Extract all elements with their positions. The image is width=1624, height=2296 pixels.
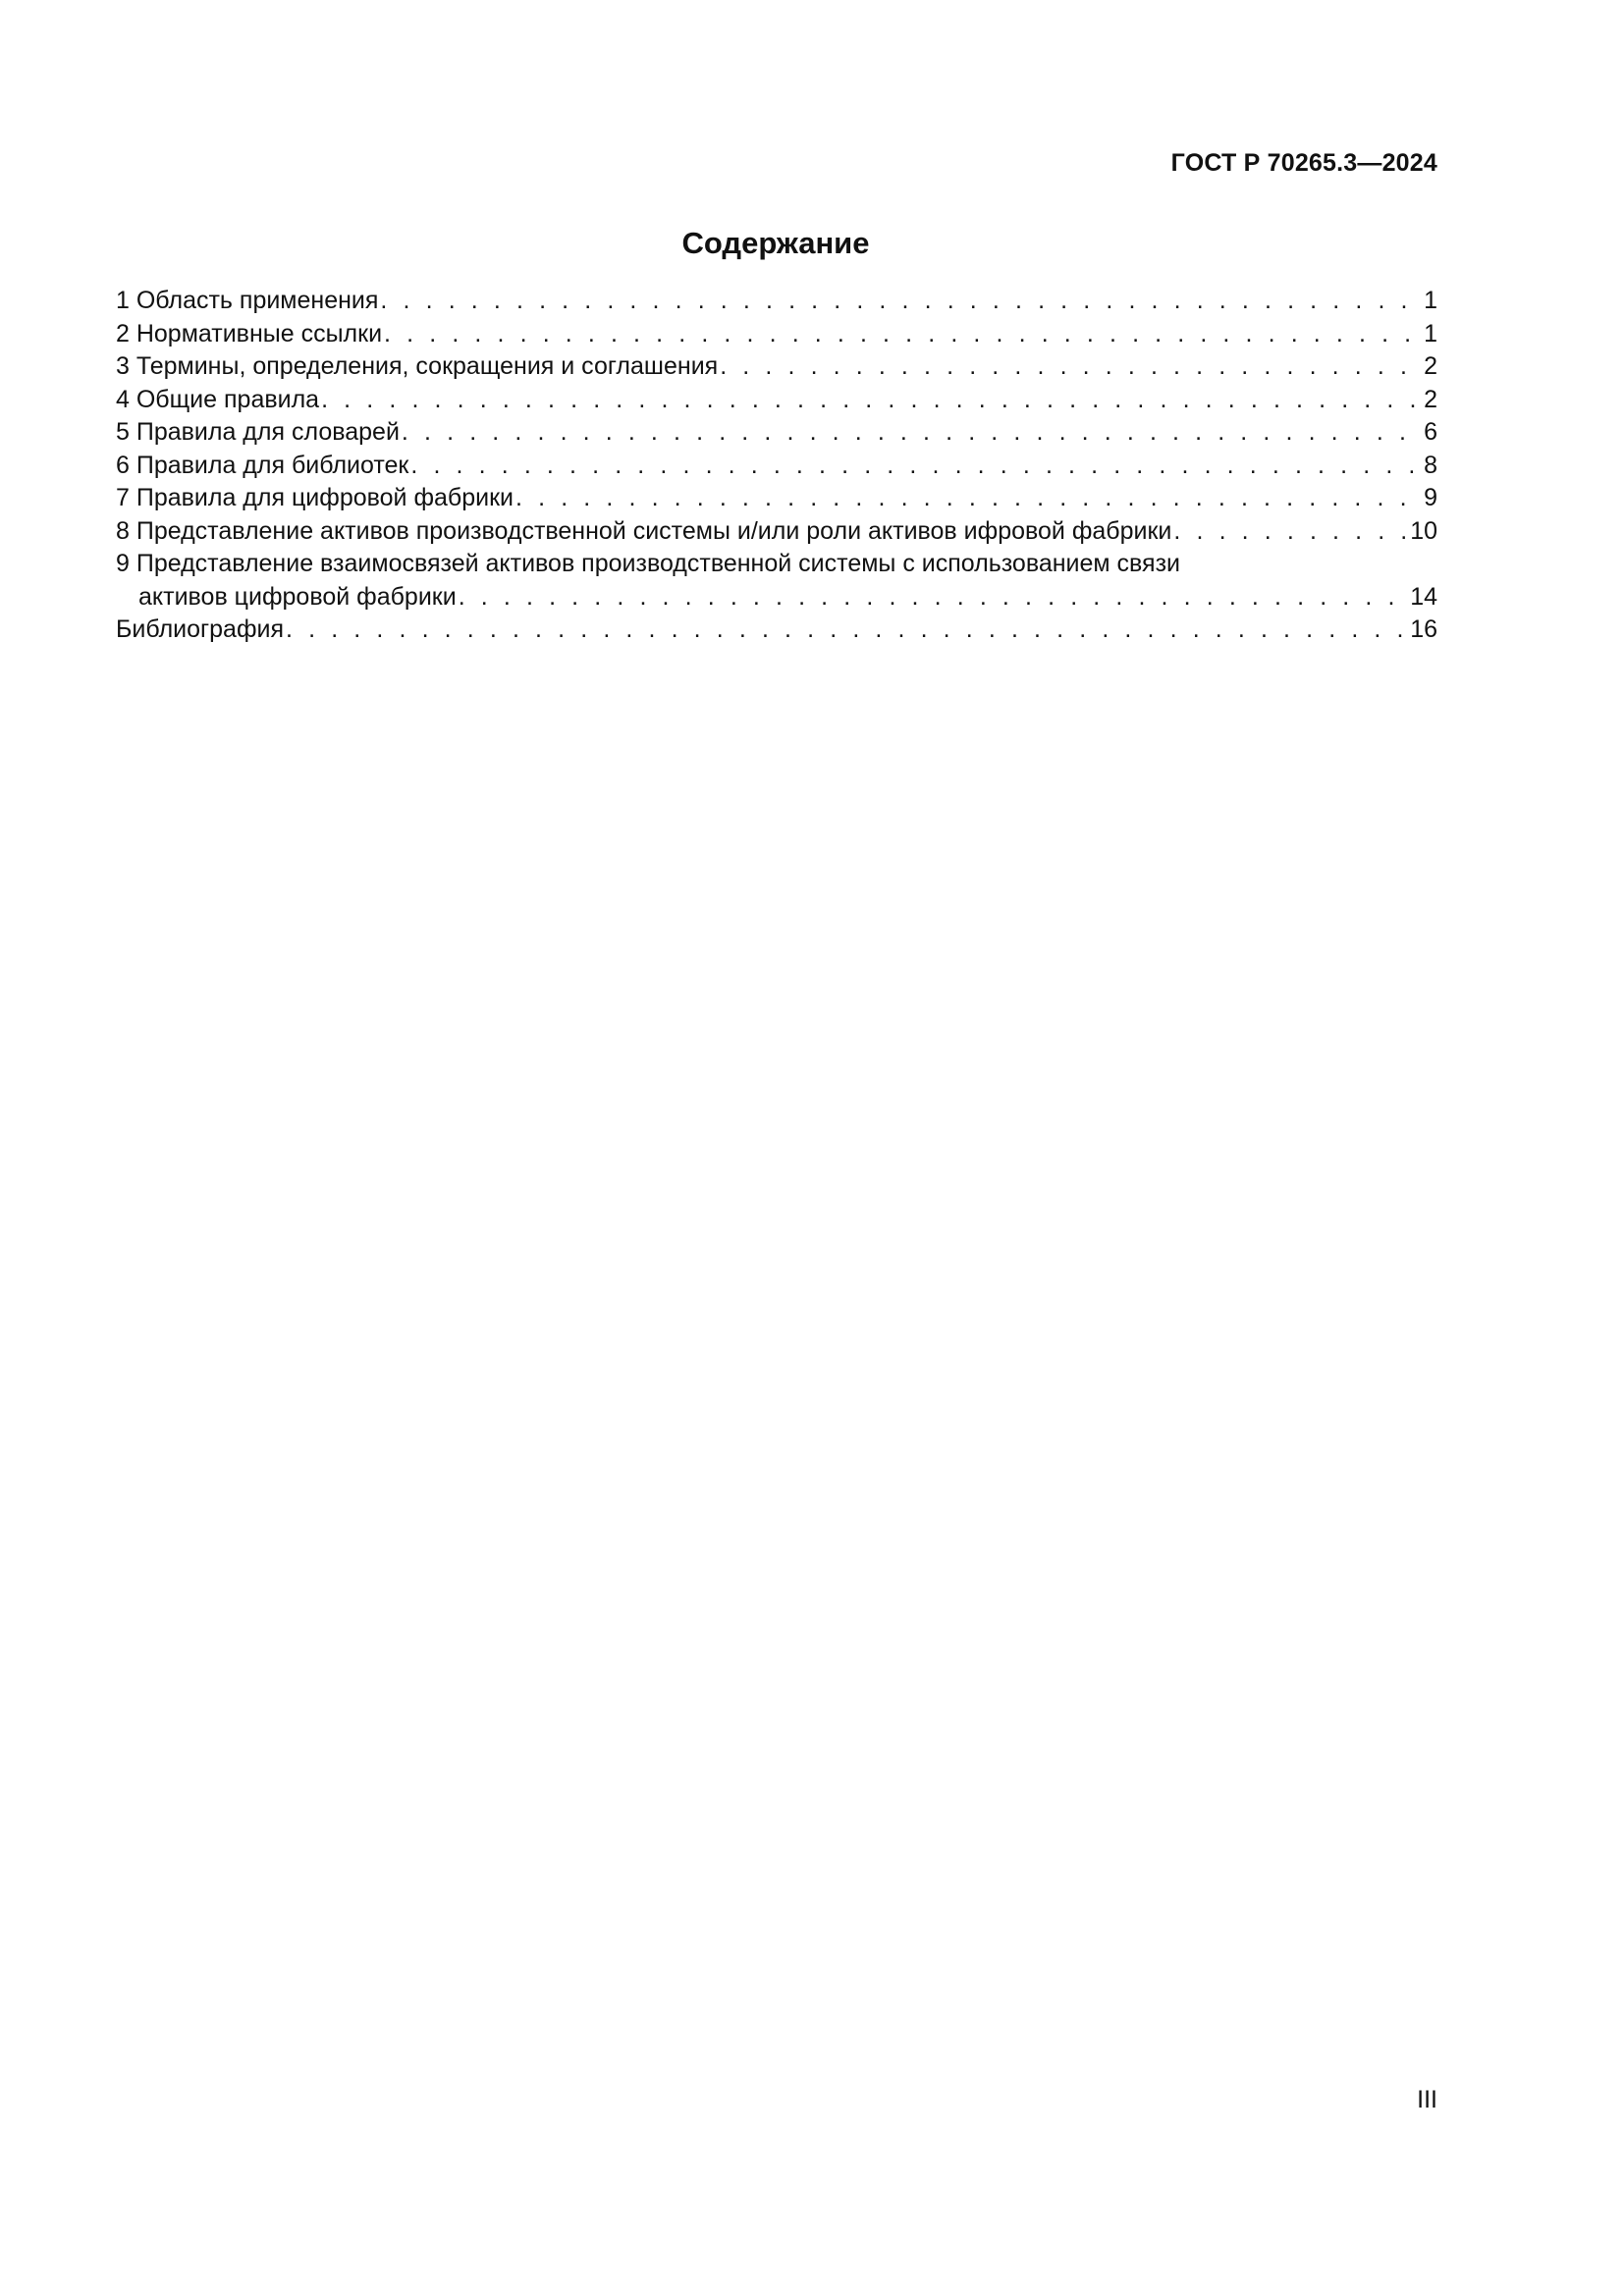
toc-entry-page: 6 xyxy=(1424,418,1437,446)
toc-entry-4[interactable] xyxy=(116,384,1437,417)
toc-entry-line xyxy=(116,581,1437,614)
toc-entry-text: 5 Правила для словарей xyxy=(116,418,400,446)
page-number: III xyxy=(1417,2086,1437,2113)
toc-entry-page: 1 xyxy=(1424,287,1437,314)
toc-entry-1[interactable] xyxy=(116,285,1437,318)
toc-entry-page: 14 xyxy=(1410,582,1437,611)
toc-entry-text: 6 Правила для библиотек xyxy=(116,451,409,479)
toc-leader-dots xyxy=(286,614,1408,647)
toc-entry-page: 9 xyxy=(1424,484,1437,511)
toc-entry-text-continued: активов цифровой фабрики xyxy=(138,582,457,611)
toc-entry-3[interactable] xyxy=(116,350,1437,384)
toc-leader-dots xyxy=(1173,515,1408,549)
toc-entry-8[interactable] xyxy=(116,515,1437,549)
toc-entry-5[interactable] xyxy=(116,416,1437,450)
toc-leader-dots xyxy=(459,581,1408,614)
toc-entry-text: 4 Общие правила xyxy=(116,385,320,413)
toc-entry-page: 16 xyxy=(1410,615,1437,643)
toc-entry-line xyxy=(116,548,1437,581)
table-of-contents xyxy=(116,285,1437,647)
toc-entry-text: 8 Представление активов производственной системы и/или роли активов ифровой фабрики xyxy=(116,516,1172,545)
toc-leader-dots xyxy=(410,450,1422,483)
toc-title: Содержание xyxy=(681,226,870,260)
toc-leader-dots xyxy=(515,482,1422,515)
toc-entry-9[interactable] xyxy=(116,548,1437,614)
toc-leader-dots xyxy=(402,416,1422,450)
toc-entry-text: 3 Термины, определения, сокращения и соглашения xyxy=(116,352,719,380)
toc-entry-bibliography[interactable] xyxy=(116,614,1437,647)
toc-leader-dots xyxy=(384,318,1422,351)
toc-leader-dots xyxy=(380,285,1422,318)
toc-entry-text: 7 Правила для цифровой фабрики xyxy=(116,484,514,511)
toc-entry-page: 10 xyxy=(1410,516,1437,545)
toc-entry-2[interactable] xyxy=(116,318,1437,351)
toc-entry-page: 2 xyxy=(1424,385,1437,413)
toc-entry-text: Библиография xyxy=(116,615,285,643)
toc-leader-dots xyxy=(321,384,1422,417)
toc-entry-text: 9 Представление взаимосвязей активов производственной системы с использованием связи xyxy=(116,550,1180,577)
toc-entry-page: 1 xyxy=(1424,319,1437,347)
toc-leader-dots xyxy=(720,350,1422,384)
document-standard-id: ГОСТ Р 70265.3—2024 xyxy=(1170,149,1437,177)
toc-entry-6[interactable] xyxy=(116,450,1437,483)
toc-entry-page: 8 xyxy=(1424,451,1437,479)
toc-entry-page: 2 xyxy=(1424,352,1437,380)
toc-entry-text: 2 Нормативные ссылки xyxy=(116,319,383,347)
toc-entry-text: 1 Область применения xyxy=(116,287,379,314)
toc-entry-7[interactable] xyxy=(116,482,1437,515)
